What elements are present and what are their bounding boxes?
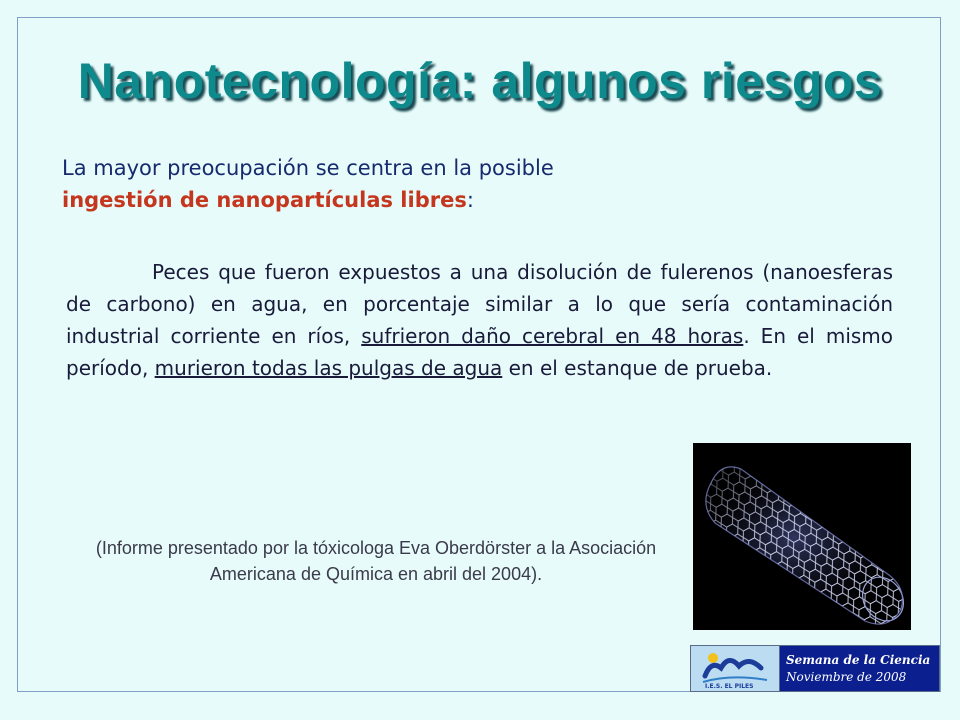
carbon-nanotube-image — [693, 443, 911, 630]
intro-text — [62, 152, 902, 216]
body-paragraph — [66, 256, 893, 384]
nanotube-illustration — [693, 443, 911, 630]
school-logo — [691, 646, 780, 691]
footer-text — [780, 646, 939, 691]
school-logo-icon — [691, 646, 779, 691]
citation-text: (Informe presentado por la tóxicologa Eva Oberdörster a la Asociación Americana de Química en abril del 2004). — [95, 538, 657, 584]
body-text1: Peces que fueron expuestos a una disolución de fulerenos (nanoesferas de carbono) en agua, en porcentaje similar a lo que sería contaminación industrial corriente en ríos, — [66, 260, 893, 348]
footer-line2: Noviembre de 2008 — [786, 669, 907, 684]
slide-title: Nanotecnología: algunos riesgos — [77, 53, 883, 109]
footer-logo-box — [690, 645, 940, 692]
body-underline-water-fleas: murieron todas las pulgas de agua — [154, 356, 503, 380]
intro-part2: : — [466, 188, 474, 212]
body-underline-brain-damage: sufrieron daño cerebral en 48 horas — [361, 324, 744, 348]
intro-highlight: ingestión de nanopartículas libres — [62, 188, 467, 212]
body-text3: en el estanque de prueba. — [502, 356, 773, 380]
body-text2: . En el mismo período, — [66, 324, 894, 380]
logo-text: I.E.S. EL PILES — [705, 683, 754, 690]
footer-line1: Semana de la Ciencia — [786, 652, 931, 667]
intro-part1: La mayor preocupación se centra en la posible — [62, 156, 554, 180]
